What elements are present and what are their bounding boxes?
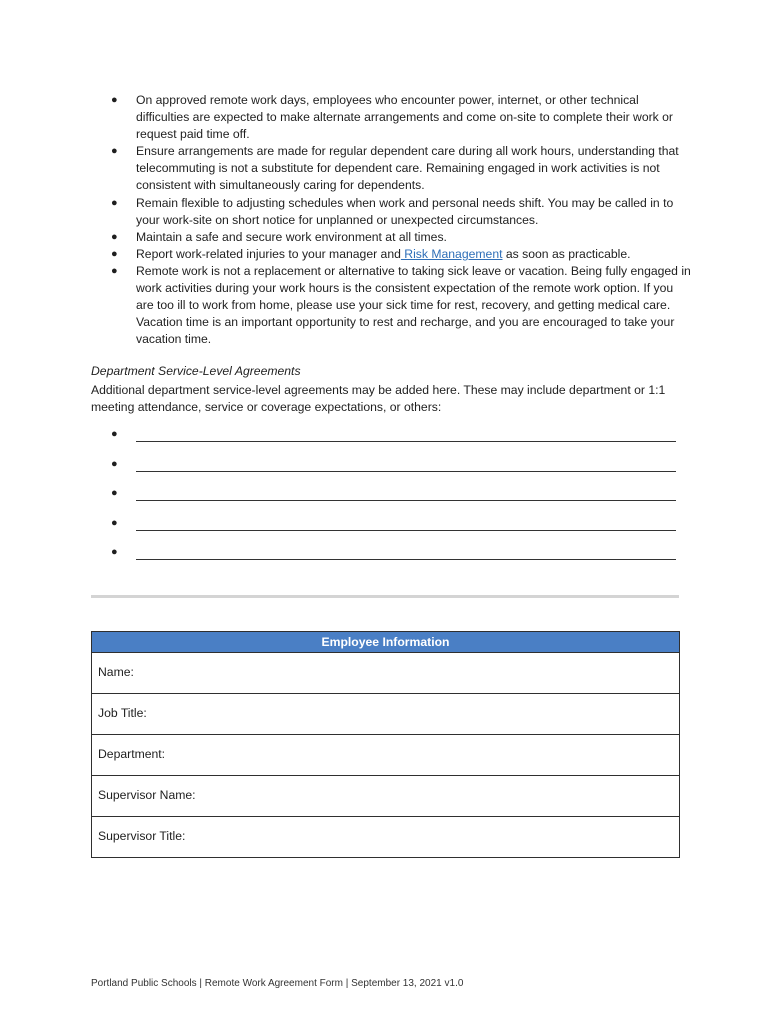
field-label: Supervisor Name: [98,788,196,802]
bullet-icon: ● [111,196,118,209]
guideline-text: Remain flexible to adjusting schedules when work and personal needs shift. You may be called in to your work-site on short notice for unplanned or unexpected circumstances. [136,195,674,227]
employee-name-field[interactable] [92,653,680,694]
page-footer: Portland Public Schools | Remote Work Agreement Form | September 13, 2021 v1.0 [91,978,464,989]
field-label: Job Title: [98,706,147,720]
sla-blank-list [91,428,691,576]
field-label: Department: [98,747,166,761]
guideline-text-before-link: Report work-related injuries to your manager and [136,246,401,261]
sla-heading: Department Service-Level Agreements [91,364,301,378]
field-label: Name: [98,665,134,679]
blank-fill-line[interactable] [136,530,676,531]
job-title-field[interactable] [92,694,680,735]
bullet-icon: ● [111,230,118,243]
list-item [91,143,691,194]
bullet-icon: ● [111,428,118,440]
list-item [91,195,691,229]
blank-fill-line[interactable] [136,471,676,472]
bullet-icon: ● [111,516,118,529]
supervisor-name-field[interactable] [92,776,680,817]
bullet-icon: ● [111,546,118,558]
bullet-icon: ● [111,94,118,106]
sla-blank-item [91,517,691,547]
sla-blank-item [91,487,691,517]
blank-fill-line[interactable] [136,500,676,501]
field-label: Supervisor Title: [98,829,186,843]
supervisor-title-field[interactable] [92,817,680,858]
blank-fill-line[interactable] [136,441,676,442]
blank-fill-line[interactable] [136,559,676,560]
department-field[interactable] [92,735,680,776]
list-item [91,92,691,143]
sla-blank-item [91,546,691,576]
bullet-icon: ● [111,457,118,470]
risk-management-link[interactable]: Risk Management [400,246,503,261]
section-divider [91,595,679,598]
guideline-text: Ensure arrangements are made for regular dependent care during all work hours, understanding that telecommuting is not a substitute for dependent care. Remaining engaged in work activities is not consistent with simultaneously caring for dependents. [136,144,679,193]
bullet-icon: ● [111,264,118,277]
list-item [91,246,691,263]
list-item [91,263,691,348]
sla-blank-item [91,458,691,488]
sla-blank-item [91,428,691,458]
guideline-text-after-link: as soon as practicable. [502,246,631,261]
bullet-icon: ● [111,487,118,499]
bullet-icon: ● [111,247,118,260]
guideline-text: Remote work is not a replacement or alternative to taking sick leave or vacation. Being fully engaged in work activities during your work hours is the consistent expectation of the remote work option. If you are too ill to work from home, please use your sick time for rest, recovery, and getting medical care. Vacation time is an important opportunity to rest and recharge, and you are encouraged to take your vacation time. [136,263,691,347]
bullet-icon: ● [111,145,118,158]
list-item [91,229,691,246]
employee-info-table [91,631,680,858]
sla-description: Additional department service-level agreements may be added here. These may include department or 1:1 meeting attendance, service or coverage expectations, or others: [91,383,666,415]
guideline-text: On approved remote work days, employees who encounter power, internet, or other technical difficulties are expected to make alternate arrangements and come on-site to complete their work or request paid time off. [136,93,673,142]
guidelines-list [91,92,691,348]
guideline-text: Maintain a safe and secure work environment at all times. [136,229,447,244]
employee-info-header: Employee Information [92,632,680,653]
